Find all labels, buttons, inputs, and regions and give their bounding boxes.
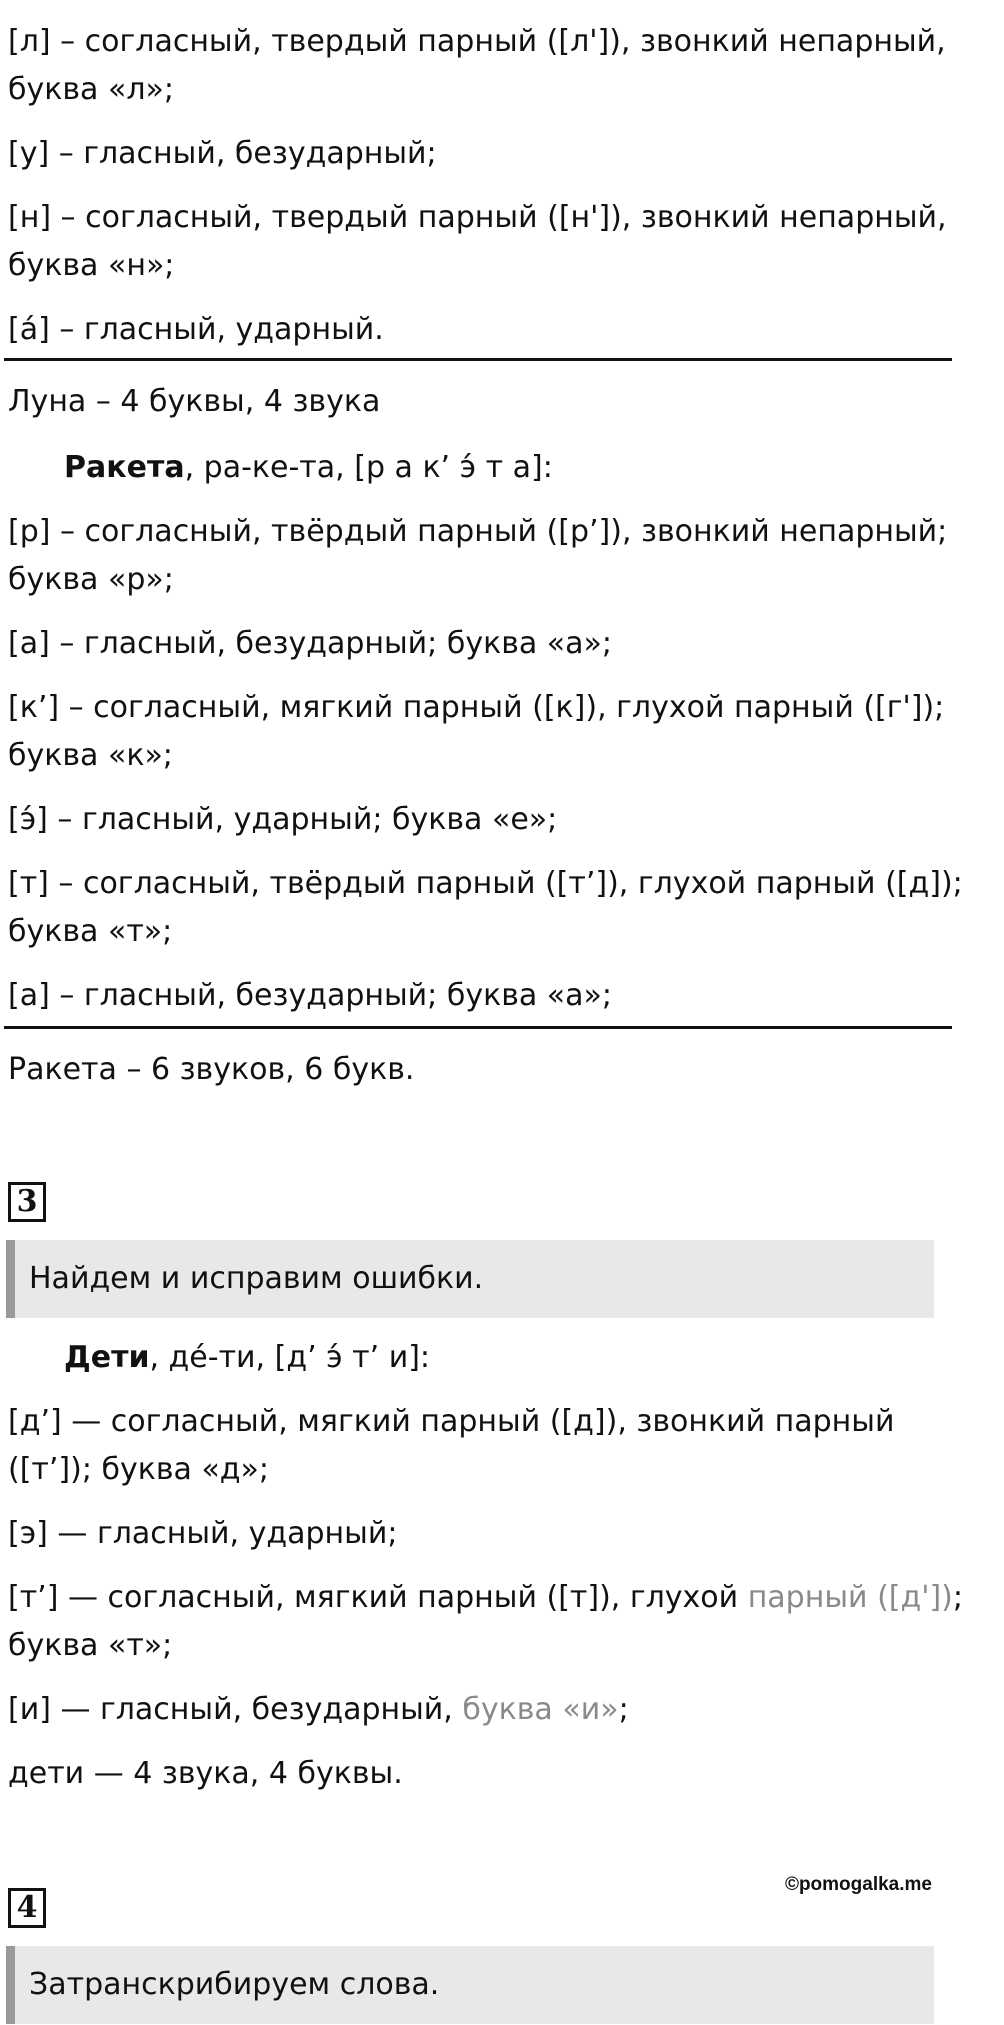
phoneme-k-letter: буква «к»; bbox=[8, 738, 173, 773]
phoneme-i-end: ; bbox=[618, 1692, 629, 1727]
phoneme-d-letter: ([т’]); буква «д»; bbox=[8, 1452, 270, 1487]
phoneme-t-deti bbox=[8, 1574, 963, 1622]
phoneme-r-letter: буква «р»; bbox=[8, 562, 174, 597]
phoneme-t: [т] – согласный, твёрдый парный ([т’]), глухой парный ([д]); bbox=[8, 866, 963, 901]
phoneme-i-text: [и] — гласный, безударный, bbox=[8, 1692, 463, 1727]
word-deti-transcription: , де́-ти, [д’ э́ т’ и]: bbox=[149, 1340, 431, 1375]
luna-summary: Луна – 4 буквы, 4 звука bbox=[8, 384, 381, 419]
deti-summary: дети — 4 звука, 4 буквы. bbox=[8, 1756, 403, 1791]
divider bbox=[4, 358, 952, 361]
phoneme-i-correction: буква «и» bbox=[462, 1692, 619, 1727]
word-heading-raketa bbox=[64, 444, 1004, 492]
phoneme-e: [э́] – гласный, ударный; буква «е»; bbox=[8, 802, 558, 837]
phoneme-l: [л] – согласный, твердый парный ([л']), звонкий непарный, bbox=[8, 24, 946, 59]
phoneme-t-correction: парный ([д']) bbox=[747, 1580, 953, 1615]
phoneme-n: [н] – согласный, твердый парный ([н']), звонкий непарный, bbox=[8, 200, 947, 235]
phoneme-n-letter: буква «н»; bbox=[8, 248, 175, 283]
site-watermark: ©pomogalka.me bbox=[784, 1874, 932, 1895]
phoneme-u: [у] – гласный, безударный; bbox=[8, 136, 437, 171]
word-deti: Дети bbox=[64, 1340, 150, 1375]
word-raketa: Ракета bbox=[64, 450, 185, 485]
phoneme-t-text: [т’] — согласный, мягкий парный ([т]), глухой bbox=[8, 1580, 748, 1615]
phoneme-e-deti: [э] — гласный, ударный; bbox=[8, 1516, 398, 1551]
phoneme-l-letter: буква «л»; bbox=[8, 72, 174, 107]
phoneme-a2: [а] – гласный, безударный; буква «а»; bbox=[8, 978, 612, 1013]
phoneme-a1: [а] – гласный, безударный; буква «а»; bbox=[8, 626, 612, 661]
raketa-summary: Ракета – 6 звуков, 6 букв. bbox=[8, 1052, 415, 1087]
phoneme-d: [д’] — согласный, мягкий парный ([д]), звонкий парный bbox=[8, 1404, 895, 1439]
word-raketa-transcription: , ра-ке-та, [р а к’ э́ т а]: bbox=[184, 450, 553, 485]
task-number-3: 3 bbox=[8, 1182, 46, 1222]
task-4-instruction: Затранскрибируем слова. bbox=[6, 1946, 934, 2024]
phoneme-t-end: ; bbox=[952, 1580, 963, 1615]
phoneme-a-stressed: [а́] – гласный, ударный. bbox=[8, 312, 384, 347]
phoneme-r: [р] – согласный, твёрдый парный ([р’]), звонкий непарный; bbox=[8, 514, 948, 549]
task-number-4: 4 bbox=[8, 1888, 46, 1928]
word-heading-deti bbox=[64, 1334, 1004, 1382]
phoneme-t-deti-letter: буква «т»; bbox=[8, 1628, 173, 1663]
divider bbox=[4, 1026, 952, 1029]
phoneme-i bbox=[8, 1686, 948, 1734]
phoneme-t-letter: буква «т»; bbox=[8, 914, 173, 949]
phoneme-k: [к’] – согласный, мягкий парный ([к]), глухой парный ([г']); bbox=[8, 690, 945, 725]
task-3-instruction: Найдем и исправим ошибки. bbox=[6, 1240, 934, 1318]
